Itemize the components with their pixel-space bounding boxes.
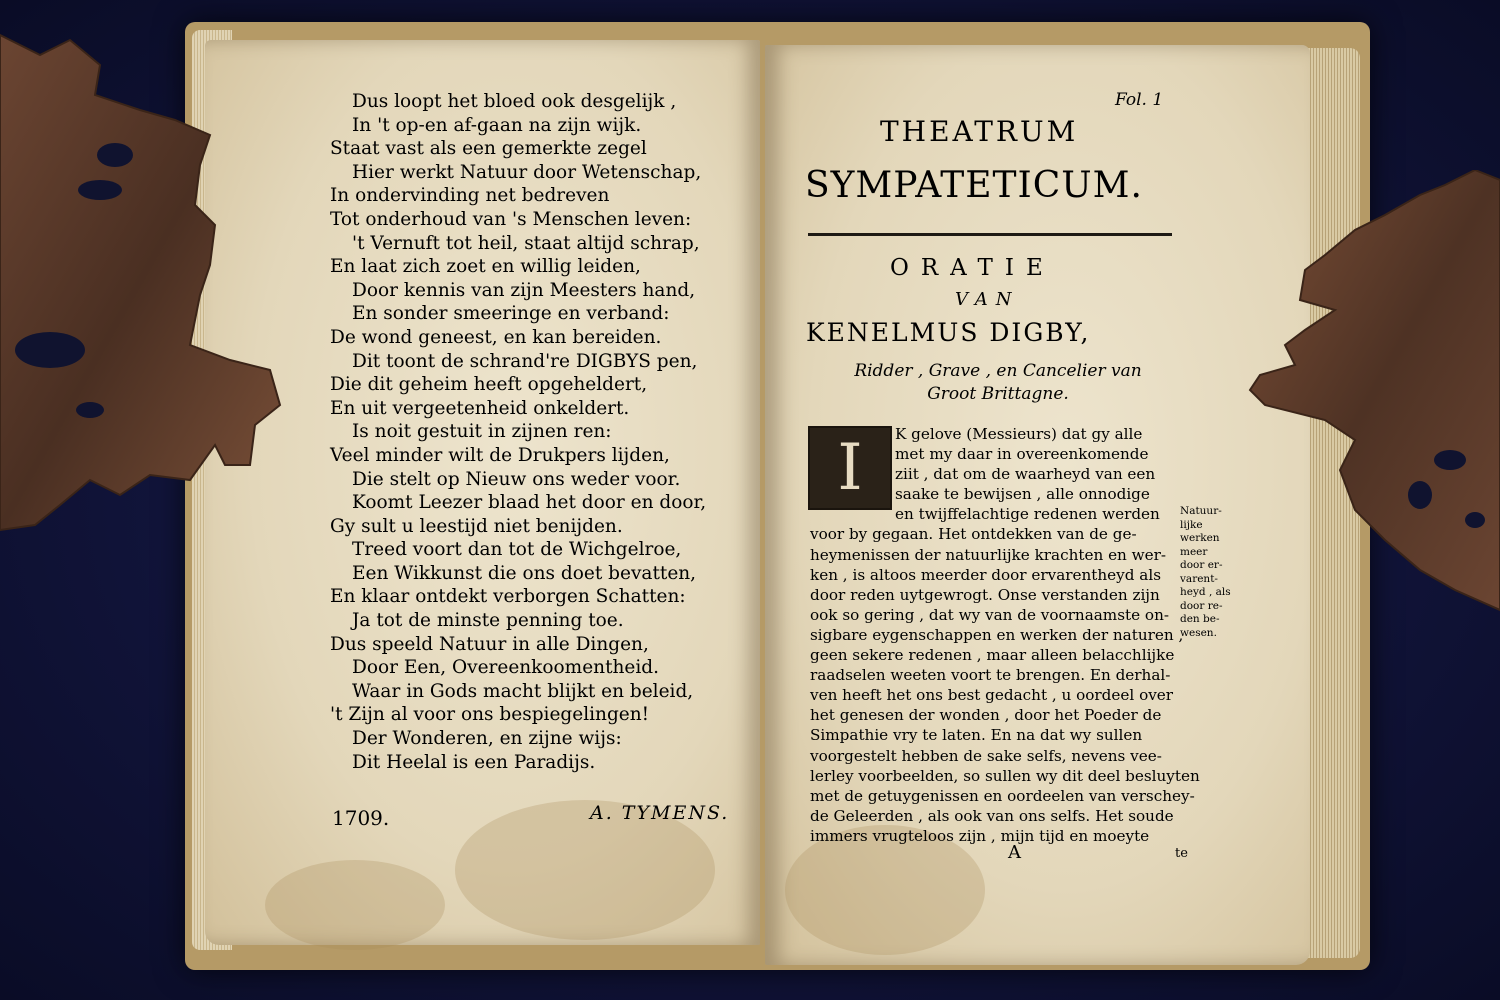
title-line-2: SYMPATETICUM. bbox=[805, 165, 1143, 206]
body-line: heymenissen der natuurlijke krachten en wer- bbox=[810, 545, 1167, 564]
margin-note-line: den be- bbox=[1180, 613, 1220, 625]
poem-line: Dus loopt het bloed ook desgelijk , bbox=[352, 91, 677, 112]
margin-note-line: wesen. bbox=[1180, 626, 1217, 639]
body-line: voor by gegaan. Het ontdekken van de ge- bbox=[810, 525, 1137, 544]
poem-line: Veel minder wilt de Drukpers lijden, bbox=[330, 444, 670, 466]
folio-number: Fol. 1 bbox=[1115, 90, 1164, 110]
poem-line: Door kennis van zijn Meesters hand, bbox=[352, 279, 696, 301]
title-rule bbox=[808, 233, 1172, 236]
body-line: Simpathie vry te laten. En na dat wy sullen bbox=[810, 726, 1143, 745]
poem-line: Waar in Gods macht blijkt en beleid, bbox=[352, 680, 694, 702]
drop-cap: I bbox=[808, 426, 892, 510]
poem-line: Dus speeld Natuur in alle Dingen, bbox=[330, 633, 649, 655]
body-line: ook so gering , dat wy van de voornaamste on- bbox=[810, 605, 1169, 624]
poem-author: A. TYMENS. bbox=[590, 802, 730, 824]
body-line: ziit , dat om de waarheyd van een bbox=[895, 465, 1156, 484]
margin-note-line: meer bbox=[1180, 545, 1208, 558]
margin-note-line: heyd , als bbox=[1180, 586, 1231, 598]
body-line: lerley voorbeelden, so sullen wy dit deel besluyten bbox=[810, 766, 1200, 785]
signature-mark: A bbox=[1008, 842, 1021, 863]
poem-line: In 't op-en af-gaan na zijn wijk. bbox=[352, 114, 642, 136]
poem-line: En sonder smeeringe en verband: bbox=[352, 303, 670, 325]
poem-text bbox=[330, 90, 750, 774]
margin-note-line: Natuur- bbox=[1180, 505, 1222, 517]
poem-line: Der Wonderen, en zijne wijs: bbox=[352, 728, 622, 750]
body-line: het genesen der wonden , door het Poeder de bbox=[810, 706, 1162, 725]
poem-line: Dit Heelal is een Paradijs. bbox=[352, 751, 596, 773]
body-line: door reden uytgewrogt. Onse verstanden zijn bbox=[810, 585, 1160, 604]
heading-van: VAN bbox=[955, 289, 1020, 310]
poem-line: Is noit gestuit in zijnen ren: bbox=[352, 421, 612, 443]
poem-year: 1709. bbox=[332, 806, 390, 830]
poem-line: Die dit geheim heeft opgeheldert, bbox=[330, 374, 648, 396]
heading-oratie: ORATIE bbox=[890, 255, 1055, 281]
body-line: saake te bewijsen , alle onnodige bbox=[895, 485, 1150, 504]
author-titles bbox=[828, 360, 1168, 406]
margin-note-line: door re- bbox=[1180, 599, 1223, 612]
water-stain bbox=[265, 860, 445, 950]
body-line: en twijffelachtige redenen werden bbox=[895, 505, 1160, 524]
poem-line: En laat zich zoet en willig leiden, bbox=[330, 256, 641, 278]
poem-line: En uit vergeetenheid onkeldert. bbox=[330, 397, 630, 419]
poem-line: Hier werkt Natuur door Wetenschap, bbox=[352, 161, 702, 183]
author-titles-line-2: Groot Brittagne. bbox=[927, 384, 1069, 404]
body-line: raadselen weeten voort te brengen. En derhal- bbox=[810, 666, 1171, 685]
margin-note-line: lijke bbox=[1180, 518, 1203, 531]
body-line: met my daar in overeenkomende bbox=[895, 445, 1149, 464]
margin-note-line: varent- bbox=[1180, 572, 1218, 585]
poem-line: Een Wikkunst die ons doet bevatten, bbox=[352, 562, 697, 584]
poem-line: Ja tot de minste penning toe. bbox=[352, 610, 624, 632]
margin-note-line: door er- bbox=[1180, 559, 1223, 571]
body-line: geen sekere redenen , maar alleen belacchlijke bbox=[810, 646, 1175, 665]
margin-note bbox=[1180, 505, 1240, 640]
poem-line: Door Een, Overeenkoomentheid. bbox=[352, 657, 660, 679]
body-line: sigbare eygenschappen en werken der naturen , bbox=[810, 625, 1184, 644]
poem-line: Tot onderhoud van 's Menschen leven: bbox=[330, 208, 692, 230]
poem-line: Dit toont de schrand're DIGBYS pen, bbox=[352, 350, 698, 372]
poem-line: 't Vernuft tot heil, staat altijd schrap, bbox=[352, 232, 700, 254]
author-titles-line-1: Ridder , Grave , en Cancelier van bbox=[854, 361, 1142, 381]
catchword: te bbox=[1175, 846, 1188, 861]
poem-line: Gy sult u leestijd niet benijden. bbox=[330, 515, 623, 537]
poem-line: Treed voort dan tot de Wichgelroe, bbox=[352, 539, 682, 561]
body-line: immers vrugteloos zijn , mijn tijd en moeyte bbox=[810, 826, 1150, 845]
poem-line: De wond geneest, en kan bereiden. bbox=[330, 326, 662, 348]
title-line-1: THEATRUM bbox=[880, 115, 1079, 148]
margin-note-line: werken bbox=[1180, 532, 1220, 544]
body-line: voorgestelt hebben de sake selfs, nevens vee- bbox=[810, 746, 1162, 765]
body-line: met de getuygenissen en oordeelen van verschey- bbox=[810, 786, 1195, 805]
poem-line: Staat vast als een gemerkte zegel bbox=[330, 138, 647, 160]
body-line: K gelove (Messieurs) dat gy alle bbox=[895, 425, 1143, 443]
body-line: ken , is altoos meerder door ervarentheyd als bbox=[810, 565, 1162, 584]
poem-line: Die stelt op Nieuw ons weder voor. bbox=[352, 468, 681, 490]
author-name: KENELMUS DIGBY, bbox=[806, 318, 1091, 347]
body-line: de Geleerden , als ook van ons selfs. Het soude bbox=[810, 806, 1174, 825]
copper-weight-left bbox=[0, 25, 285, 535]
poem-line: Koomt Leezer blaad het door en door, bbox=[352, 492, 707, 514]
poem-line: In ondervinding net bedreven bbox=[330, 185, 610, 207]
poem-line: 't Zijn al voor ons bespiegelingen! bbox=[330, 704, 650, 726]
copper-weight-right bbox=[1245, 170, 1500, 615]
poem-line: En klaar ontdekt verborgen Schatten: bbox=[330, 586, 686, 608]
body-line: ven heeft het ons best gedacht , u oordeel over bbox=[810, 686, 1174, 705]
